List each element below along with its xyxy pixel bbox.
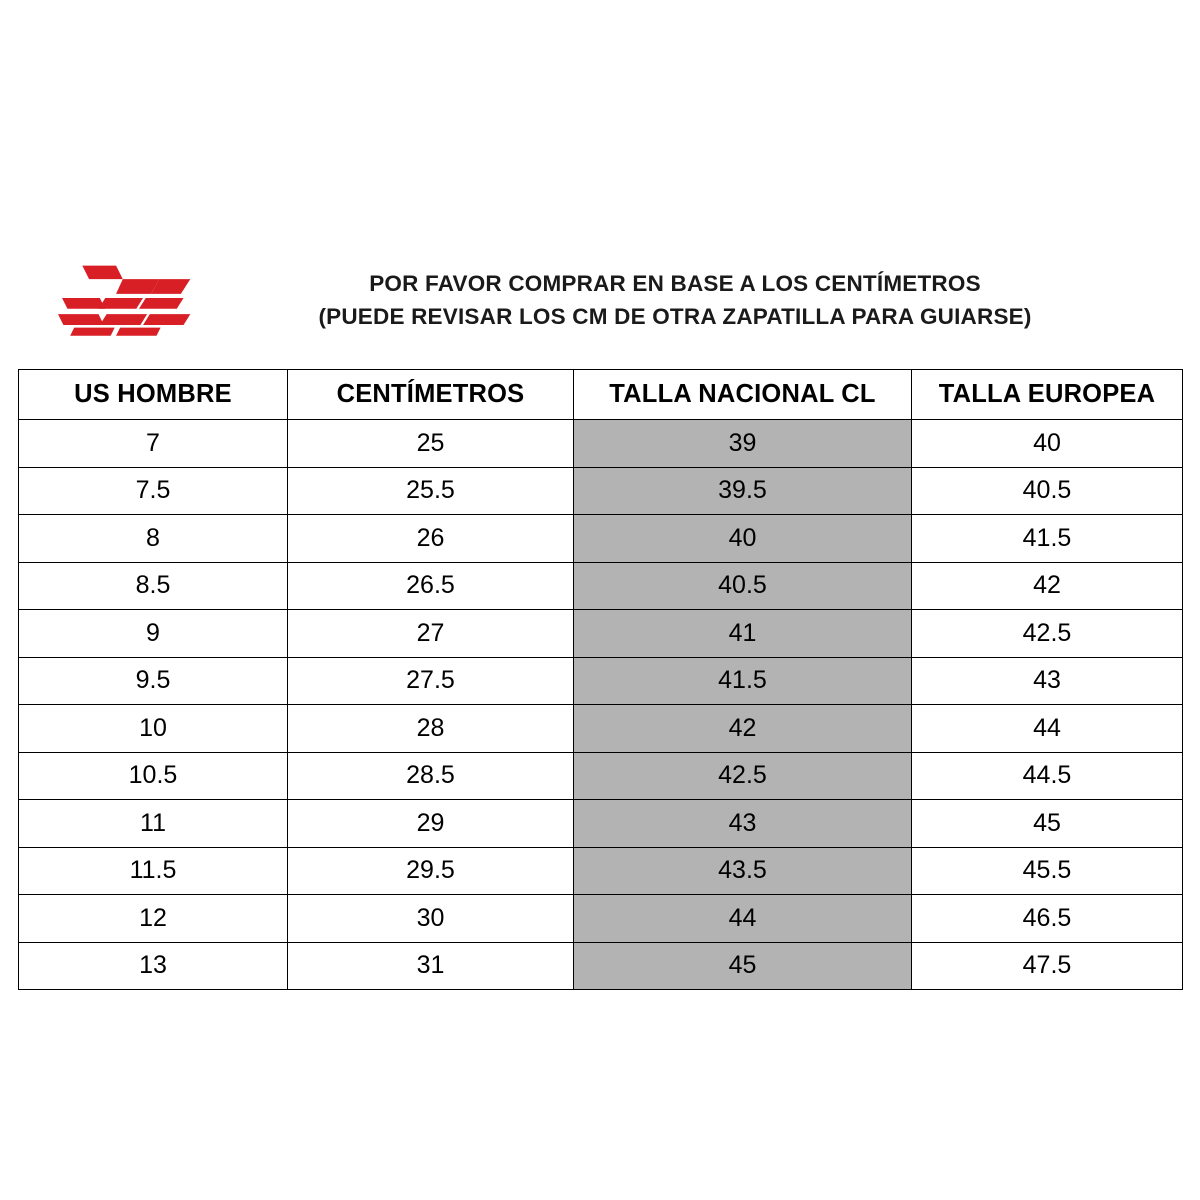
table-cell: 41.5 [912, 515, 1183, 563]
chart-header [0, 245, 1200, 355]
table-cell: 9 [19, 610, 288, 658]
column-header-centimetros: CENTÍMETROS [288, 370, 574, 420]
table-row [19, 610, 1183, 658]
table-cell: 42 [574, 705, 912, 753]
table-cell: 43 [574, 800, 912, 848]
table-cell: 45 [912, 800, 1183, 848]
table-cell: 41 [574, 610, 912, 658]
table-row [19, 895, 1183, 943]
table-row [19, 420, 1183, 468]
table-cell: 7.5 [19, 467, 288, 515]
table-cell: 42.5 [912, 610, 1183, 658]
table-cell: 42.5 [574, 752, 912, 800]
table-cell: 44 [912, 705, 1183, 753]
table-cell: 29 [288, 800, 574, 848]
table-cell: 40 [912, 420, 1183, 468]
chart-title-line-1: POR FAVOR COMPRAR EN BASE A LOS CENTÍMETROS [369, 270, 981, 296]
new-balance-logo-icon [58, 260, 193, 340]
table-cell: 43.5 [574, 847, 912, 895]
table-cell: 31 [288, 942, 574, 990]
table-row [19, 705, 1183, 753]
column-header-talla-europea: TALLA EUROPEA [912, 370, 1183, 420]
table-cell: 9.5 [19, 657, 288, 705]
table-cell: 29.5 [288, 847, 574, 895]
table-cell: 39 [574, 420, 912, 468]
table-cell: 8 [19, 515, 288, 563]
table-cell: 40.5 [574, 562, 912, 610]
table-cell: 7 [19, 420, 288, 468]
chart-title-line-2: (PUEDE REVISAR LOS CM DE OTRA ZAPATILLA PARA GUIARSE) [318, 304, 1032, 329]
table-cell: 45.5 [912, 847, 1183, 895]
table-cell: 42 [912, 562, 1183, 610]
table-row [19, 515, 1183, 563]
size-conversion-table [18, 369, 1183, 990]
table-cell: 40.5 [912, 467, 1183, 515]
table-row [19, 467, 1183, 515]
table-cell: 40 [574, 515, 912, 563]
size-table-container [18, 369, 1182, 990]
table-row [19, 562, 1183, 610]
table-cell: 27.5 [288, 657, 574, 705]
table-cell: 43 [912, 657, 1183, 705]
table-cell: 30 [288, 895, 574, 943]
table-cell: 11 [19, 800, 288, 848]
table-cell: 44.5 [912, 752, 1183, 800]
table-row [19, 847, 1183, 895]
table-row [19, 942, 1183, 990]
table-cell: 27 [288, 610, 574, 658]
table-cell: 39.5 [574, 467, 912, 515]
table-row [19, 752, 1183, 800]
table-cell: 28 [288, 705, 574, 753]
table-cell: 25 [288, 420, 574, 468]
table-cell: 10.5 [19, 752, 288, 800]
table-cell: 45 [574, 942, 912, 990]
table-cell: 28.5 [288, 752, 574, 800]
chart-title-block [240, 267, 1200, 334]
table-cell: 26 [288, 515, 574, 563]
table-cell: 25.5 [288, 467, 574, 515]
table-header-row [19, 370, 1183, 420]
brand-logo-container [0, 260, 240, 340]
table-body [19, 420, 1183, 990]
table-row [19, 800, 1183, 848]
table-cell: 46.5 [912, 895, 1183, 943]
table-cell: 10 [19, 705, 288, 753]
table-cell: 8.5 [19, 562, 288, 610]
table-cell: 41.5 [574, 657, 912, 705]
table-cell: 47.5 [912, 942, 1183, 990]
table-cell: 11.5 [19, 847, 288, 895]
column-header-talla-nacional-cl: TALLA NACIONAL CL [574, 370, 912, 420]
table-cell: 13 [19, 942, 288, 990]
table-cell: 44 [574, 895, 912, 943]
table-cell: 12 [19, 895, 288, 943]
column-header-us-hombre: US HOMBRE [19, 370, 288, 420]
table-row [19, 657, 1183, 705]
table-cell: 26.5 [288, 562, 574, 610]
